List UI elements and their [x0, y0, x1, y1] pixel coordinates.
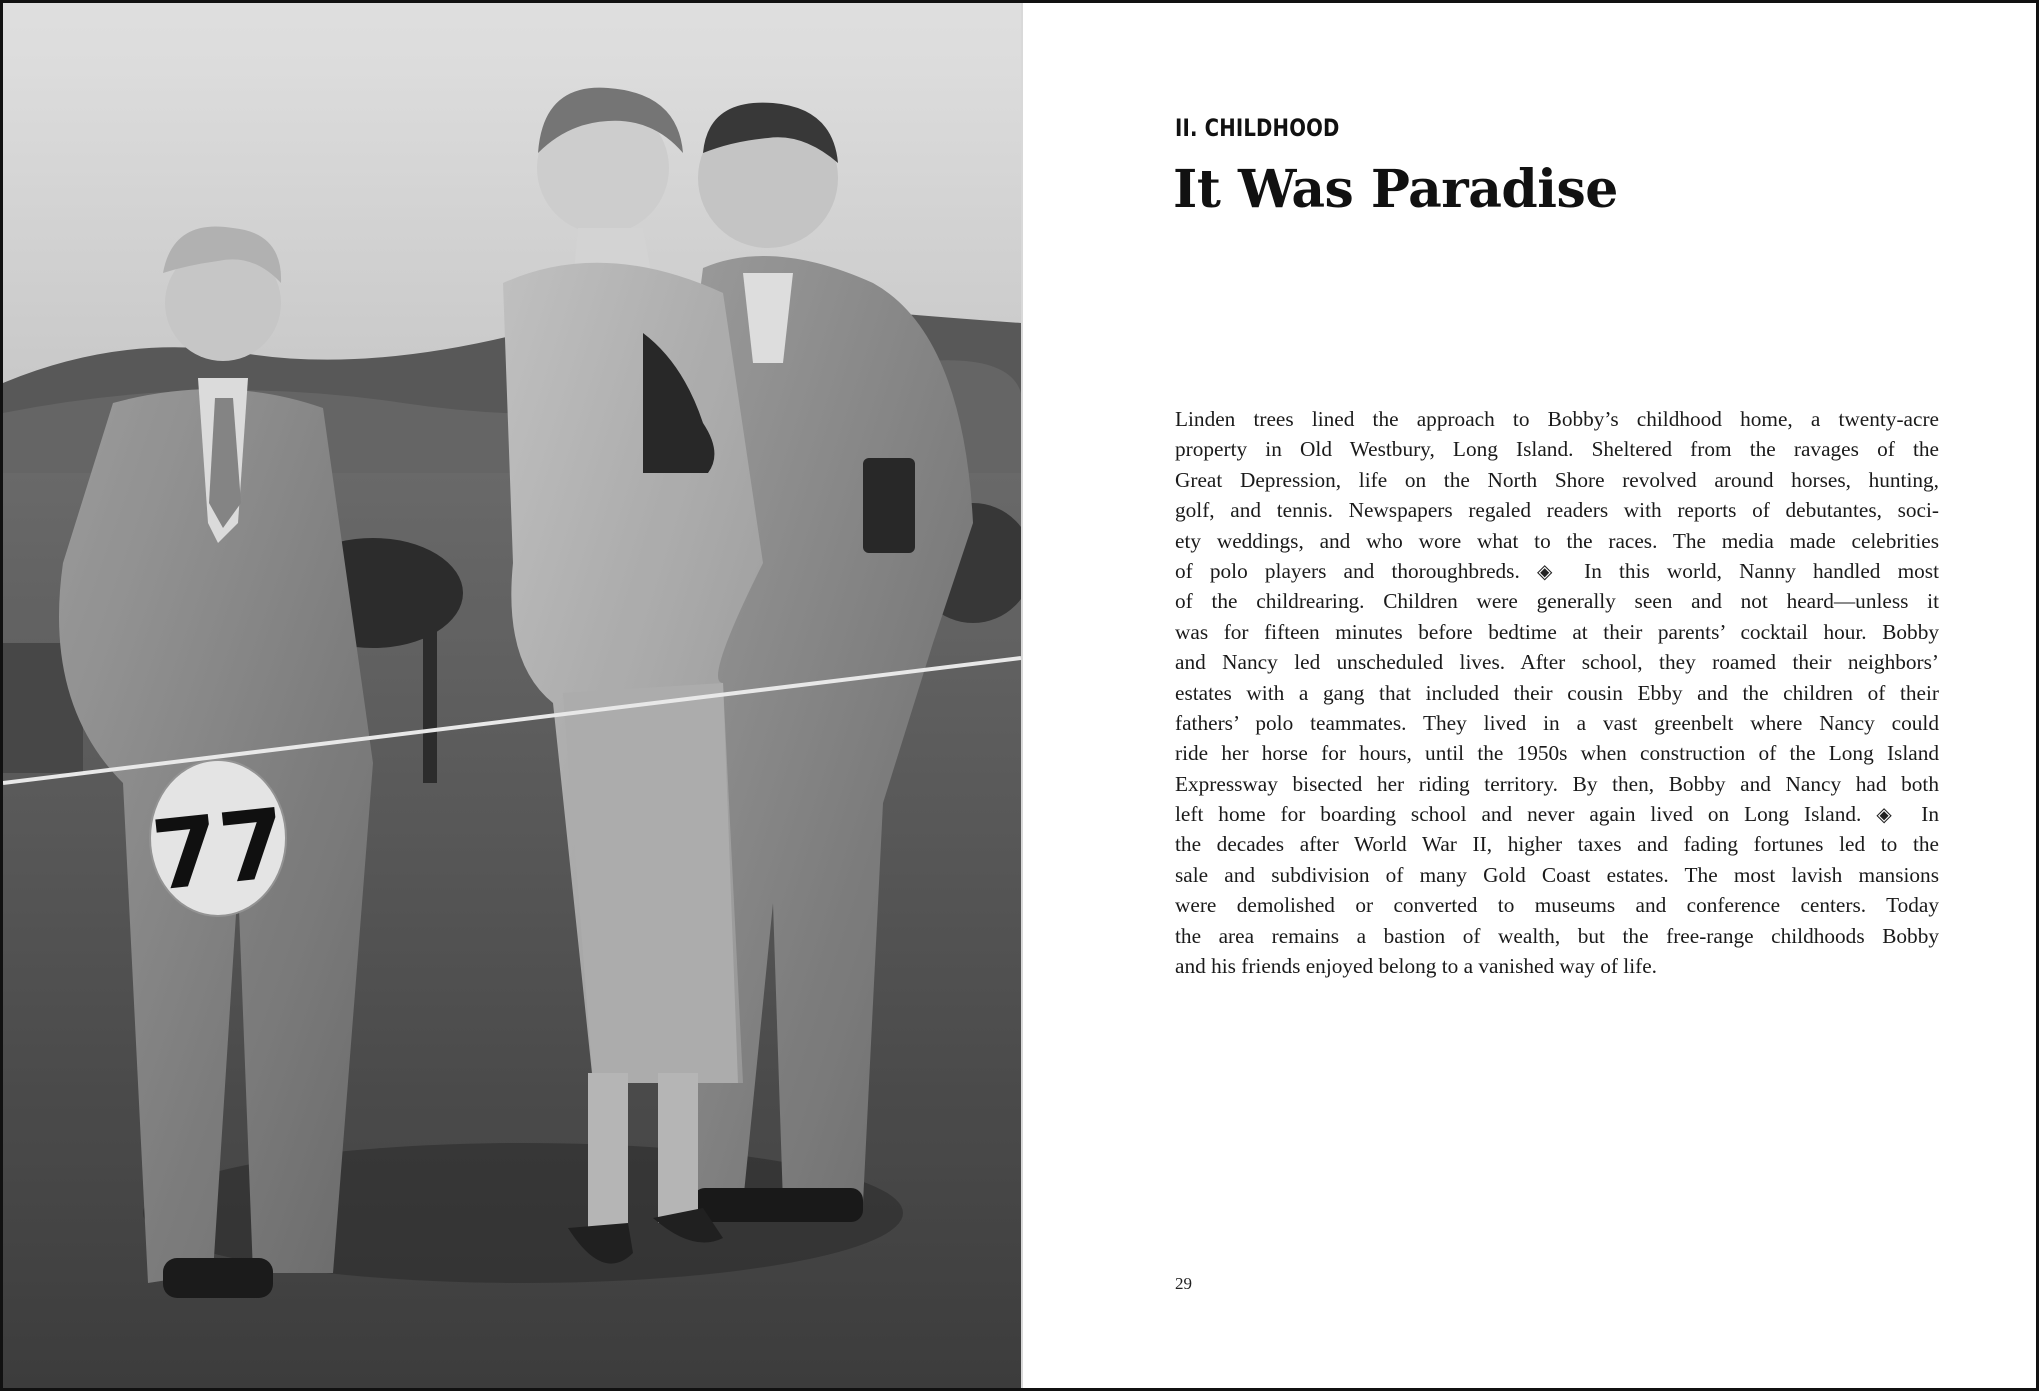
body-line: the area remains a bastion of wealth, but the free-range childhoods Bobby	[1175, 923, 1939, 948]
body-line: Expressway bisected her riding territory. By then, Bobby and Nancy had both	[1175, 771, 1939, 796]
diamond-ornament-icon: ◈	[1536, 558, 1553, 583]
body-line: Great Depression, life on the North Shore revolved around horses, hunting,	[1175, 467, 1939, 492]
body-line: of the childrearing. Children were generally seen and not heard—unless it	[1175, 589, 1939, 614]
body-line: the decades after World War II, higher taxes and fading fortunes led to the	[1175, 832, 1939, 857]
body-line-part: of polo players and thoroughbreds.	[1175, 558, 1520, 583]
body-line: fathers’ polo teammates. They lived in a vast greenbelt where Nancy could	[1175, 710, 1939, 735]
body-line: property in Old Westbury, Long Island. Sheltered from the ravages of the	[1175, 437, 1939, 462]
body-line: estates with a gang that included their cousin Ebby and the children of their	[1175, 680, 1939, 705]
family-photograph	[3, 3, 1021, 1388]
diamond-ornament-icon: ◈	[1876, 802, 1892, 827]
body-line: golf, and tennis. Newspapers regaled readers with reports of debutantes, soci-	[1175, 498, 1939, 523]
number-card: 77	[146, 787, 292, 913]
body-text	[1175, 404, 1939, 981]
section-label: II. CHILDHOOD	[1175, 114, 1340, 142]
body-line: Linden trees lined the approach to Bobby’s childhood home, a twenty-acre	[1175, 407, 1939, 431]
body-line-with-ornament	[1175, 799, 1939, 829]
body-line: sale and subdivision of many Gold Coast estates. The most lavish mansions	[1175, 862, 1939, 887]
body-line: ride her horse for hours, until the 1950s when construction of the Long Island	[1175, 741, 1939, 766]
body-line: and his friends enjoyed belong to a vanished way of life.	[1175, 954, 1658, 979]
body-line: and Nancy led unscheduled lives. After school, they roamed their neighbors’	[1175, 650, 1939, 675]
body-line: were demolished or converted to museums and conference centers. Today	[1175, 893, 1939, 918]
body-line-part: In	[1921, 802, 1940, 827]
body-line-with-ornament	[1175, 556, 1939, 586]
photograph-icon	[3, 3, 1021, 1388]
body-line: ety weddings, and who wore what to the races. The media made celebrities	[1175, 528, 1939, 553]
body-line: was for fifteen minutes before bedtime at their parents’ cocktail hour. Bobby	[1175, 619, 1939, 644]
body-line-part: left home for boarding school and never again lived on Long Island.	[1175, 802, 1862, 827]
text-page	[1023, 3, 2036, 1388]
page-number: 29	[1175, 1274, 1192, 1293]
chapter-title: It Was Paradise	[1173, 159, 1618, 220]
body-line-part: In this world, Nanny handled most	[1584, 558, 1939, 583]
